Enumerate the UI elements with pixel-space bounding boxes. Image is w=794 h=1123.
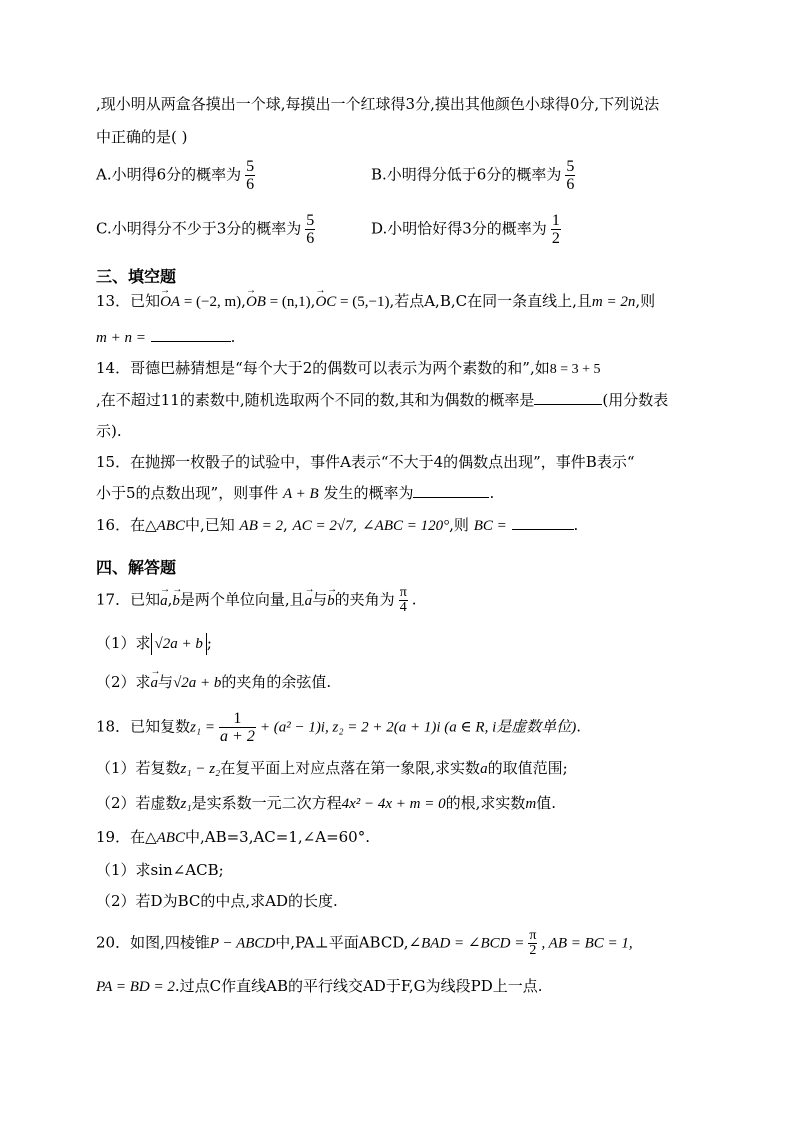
answer-blank — [151, 327, 231, 342]
q19-part2: （2）若D为BC的中点,求AD的长度. — [96, 892, 338, 910]
q12-text-line2: 中正确的是( ) — [96, 128, 188, 146]
answer-blank — [512, 515, 574, 530]
fraction: $\frac{1}{a + 2}$ — [220, 710, 255, 745]
q18-part1: （1）若复数z₁ − z₂在复平面上对应点落在第一象限,求实数a的取值范围; — [96, 759, 568, 777]
q20-line1: 20．如图,四棱锥P − ABCD中,PA⊥平面ABCD,∠BAD = ∠BCD = $\frac{\pi}{2}$ , AB = BC = 1, — [96, 928, 633, 958]
section-title-fill-blank: 三、填空题 — [96, 267, 177, 286]
option-label: A.小明得6分的概率为 — [96, 165, 242, 184]
q19-line1: 19．在△ABC中,AB=3,AC=1,∠A=60°. — [96, 828, 370, 846]
fraction: $\frac{1}{2}$ — [551, 212, 560, 247]
q18-line1: 18．已知复数z₁ = $\frac{1}{a + 2}$ + (a² − 1)i, z₂ = 2 + 2(a + 1)i (a ∈ R, i是虚数单位). — [96, 710, 582, 745]
answer-blank — [413, 483, 489, 498]
option-label: C.小明得分不少于3分的概率为 — [96, 219, 302, 238]
q14-line3: 示). — [96, 422, 122, 440]
q15-line1: 15．在抛掷一枚骰子的试验中，事件A表示“不大于4的偶数点出现”，事件B表示“ — [96, 453, 635, 471]
q14-line1: 14．哥德巴赫猜想是“每个大于2的偶数可以表示为两个素数的和”,如8 = 3 + 5 — [96, 359, 601, 377]
q15-line2: 小于5的点数出现”，则事件 A + B 发生的概率为 . — [96, 484, 495, 502]
fraction: $\frac{\pi}{4}$ — [399, 585, 407, 615]
fraction: $\frac{\pi}{2}$ — [529, 928, 537, 958]
q20-line2: PA = BD = 2.过点C作直线AB的平行线交AD于F,G为线段PD上一点. — [96, 977, 543, 995]
q12-option-c — [96, 212, 319, 247]
q12-option-d — [371, 212, 565, 247]
fraction: $\frac{5}{6}$ — [246, 158, 255, 193]
q18-part2: （2）若虚数z₁是实系数一元二次方程4x² − 4x + m = 0的根,求实数m值. — [96, 794, 557, 812]
q16-line1: 16．在△ABC中,已知 AB = 2, AC = 2√7, ∠ABC = 120°,则 BC = . — [96, 516, 579, 534]
fraction: $\frac{5}{6}$ — [306, 212, 315, 247]
q12-text-line1: ,现小明从两盒各摸出一个球,每摸出一个红球得3分,摸出其他颜色小球得0分,下列说法 — [96, 95, 660, 113]
q17-part1: （1）求 √2a + b ; — [96, 632, 212, 655]
option-label: D.小明恰好得3分的概率为 — [371, 219, 547, 238]
q17-line1: 17．已知→ a,→ b是两个单位向量,且→ a与→ b的夹角为 $\frac{\pi}{4}$ . — [96, 586, 417, 615]
q12-option-b — [371, 158, 579, 193]
fraction: $\frac{5}{6}$ — [566, 158, 575, 193]
q14-line2: ,在不超过11的素数中,随机选取两个不同的数,其和为偶数的概率是 (用分数表 — [96, 391, 669, 409]
q19-part1: （1）求sin∠ACB; — [96, 861, 224, 879]
q17-part2: （2）求→ a与√2a + b的夹角的余弦值. — [96, 671, 331, 694]
q12-option-a — [96, 158, 259, 193]
q13-line2: m + n = . — [96, 328, 236, 346]
option-label: B.小明得分低于6分的概率为 — [371, 165, 562, 184]
answer-blank — [534, 390, 602, 405]
q13-line1: 13．已知→ OA = (−2, m),→ OB = (n,1),→ OC = (5,−1),若点A,B,C在同一条直线上,且m = 2n,则 — [96, 290, 655, 313]
section-title-answer: 四、解答题 — [96, 558, 177, 577]
